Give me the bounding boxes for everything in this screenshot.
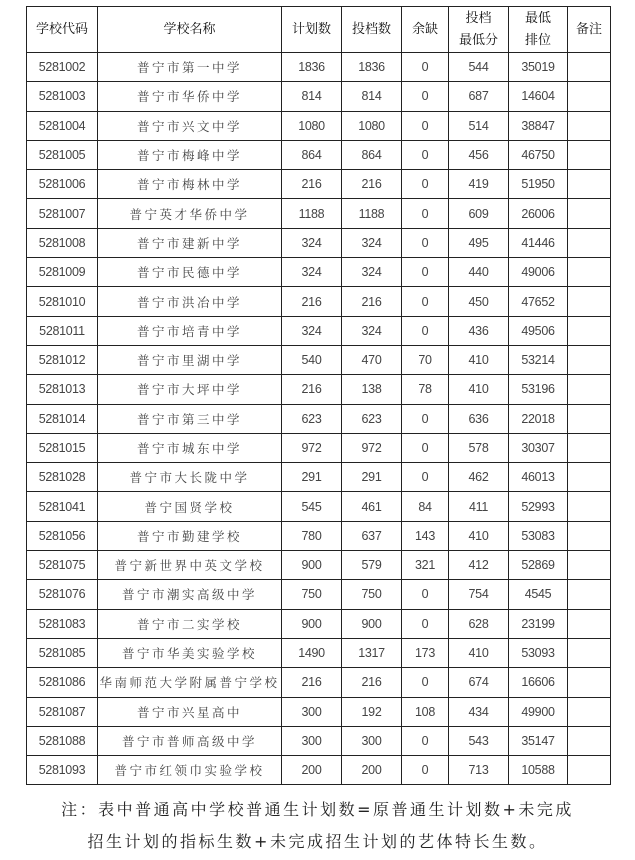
cell-school-name: 普宁市建新中学	[98, 228, 282, 257]
cell-plan-count: 324	[282, 258, 342, 287]
cell-gap: 0	[402, 668, 449, 697]
cell-admitted-count: 470	[342, 345, 402, 374]
cell-remark	[568, 638, 611, 667]
cell-gap: 0	[402, 433, 449, 462]
cell-admitted-count: 1188	[342, 199, 402, 228]
cell-school-code: 5281005	[27, 140, 98, 169]
cell-plan-count: 1490	[282, 638, 342, 667]
cell-plan-count: 216	[282, 170, 342, 199]
cell-admitted-count: 216	[342, 287, 402, 316]
cell-admitted-count: 324	[342, 228, 402, 257]
cell-min-rank: 22018	[509, 404, 568, 433]
cell-remark	[568, 199, 611, 228]
cell-school-code: 5281075	[27, 551, 98, 580]
cell-min-rank: 26006	[509, 199, 568, 228]
cell-plan-count: 300	[282, 726, 342, 755]
cell-gap: 0	[402, 258, 449, 287]
cell-plan-count: 1188	[282, 199, 342, 228]
cell-school-name: 普宁市普师高级中学	[98, 726, 282, 755]
cell-remark	[568, 140, 611, 169]
cell-plan-count: 545	[282, 492, 342, 521]
cell-gap: 0	[402, 756, 449, 785]
cell-plan-count: 780	[282, 521, 342, 550]
cell-plan-count: 216	[282, 287, 342, 316]
cell-school-name: 普宁市培青中学	[98, 316, 282, 345]
cell-school-code: 5281011	[27, 316, 98, 345]
cell-min-rank: 30307	[509, 433, 568, 462]
cell-school-name: 普宁市民德中学	[98, 258, 282, 287]
table-row	[27, 697, 611, 726]
table-row	[27, 287, 611, 316]
admission-table	[26, 6, 611, 785]
cell-plan-count: 200	[282, 756, 342, 785]
cell-admitted-count: 300	[342, 726, 402, 755]
cell-school-code: 5281014	[27, 404, 98, 433]
cell-school-name: 普宁市红领巾实验学校	[98, 756, 282, 785]
cell-min-rank: 51950	[509, 170, 568, 199]
cell-gap: 108	[402, 697, 449, 726]
cell-min-score: 636	[449, 404, 509, 433]
cell-min-rank: 16606	[509, 668, 568, 697]
cell-school-code: 5281003	[27, 82, 98, 111]
cell-min-score: 713	[449, 756, 509, 785]
table-row	[27, 345, 611, 374]
cell-school-name: 普宁市洪冶中学	[98, 287, 282, 316]
cell-min-score: 462	[449, 463, 509, 492]
cell-min-rank: 41446	[509, 228, 568, 257]
cell-min-rank: 4545	[509, 580, 568, 609]
cell-min-score: 411	[449, 492, 509, 521]
cell-min-rank: 23199	[509, 609, 568, 638]
cell-min-score: 674	[449, 668, 509, 697]
cell-min-score: 543	[449, 726, 509, 755]
cell-school-code: 5281009	[27, 258, 98, 287]
cell-plan-count: 900	[282, 609, 342, 638]
cell-gap: 0	[402, 140, 449, 169]
cell-gap: 0	[402, 580, 449, 609]
cell-admitted-count: 461	[342, 492, 402, 521]
cell-remark	[568, 521, 611, 550]
cell-remark	[568, 53, 611, 82]
cell-admitted-count: 1836	[342, 53, 402, 82]
cell-min-rank: 35019	[509, 53, 568, 82]
table-row	[27, 433, 611, 462]
cell-min-rank: 53083	[509, 521, 568, 550]
cell-admitted-count: 900	[342, 609, 402, 638]
cell-remark	[568, 111, 611, 140]
cell-plan-count: 216	[282, 375, 342, 404]
cell-gap: 0	[402, 228, 449, 257]
cell-admitted-count: 216	[342, 170, 402, 199]
cell-school-code: 5281012	[27, 345, 98, 374]
cell-remark	[568, 492, 611, 521]
cell-min-score: 514	[449, 111, 509, 140]
cell-min-score: 456	[449, 140, 509, 169]
header-school-code: 学校代码	[27, 7, 98, 53]
footnote-line-1: 注：表中普通高中学校普通生计划数=原普通生计划数+未完成	[61, 800, 574, 819]
cell-min-rank: 35147	[509, 726, 568, 755]
cell-admitted-count: 138	[342, 375, 402, 404]
cell-school-name: 普宁市梅林中学	[98, 170, 282, 199]
cell-min-score: 410	[449, 375, 509, 404]
table-row	[27, 726, 611, 755]
table-row	[27, 521, 611, 550]
cell-school-code: 5281086	[27, 668, 98, 697]
cell-gap: 84	[402, 492, 449, 521]
table-row	[27, 609, 611, 638]
cell-school-code: 5281083	[27, 609, 98, 638]
cell-plan-count: 864	[282, 140, 342, 169]
cell-school-code: 5281007	[27, 199, 98, 228]
table-row	[27, 140, 611, 169]
cell-min-score: 628	[449, 609, 509, 638]
cell-school-code: 5281085	[27, 638, 98, 667]
cell-school-name: 普宁英才华侨中学	[98, 199, 282, 228]
cell-min-rank: 53214	[509, 345, 568, 374]
cell-admitted-count: 814	[342, 82, 402, 111]
cell-plan-count: 291	[282, 463, 342, 492]
cell-admitted-count: 200	[342, 756, 402, 785]
cell-school-code: 5281088	[27, 726, 98, 755]
header-gap: 余缺	[402, 7, 449, 53]
cell-school-code: 5281015	[27, 433, 98, 462]
cell-admitted-count: 579	[342, 551, 402, 580]
cell-admitted-count: 1317	[342, 638, 402, 667]
cell-min-score: 410	[449, 345, 509, 374]
table-row	[27, 668, 611, 697]
cell-min-rank: 47652	[509, 287, 568, 316]
cell-school-name: 普宁市兴星高中	[98, 697, 282, 726]
cell-gap: 70	[402, 345, 449, 374]
cell-school-name: 华南师范大学附属普宁学校	[98, 668, 282, 697]
cell-remark	[568, 345, 611, 374]
cell-admitted-count: 324	[342, 258, 402, 287]
cell-plan-count: 814	[282, 82, 342, 111]
cell-admitted-count: 291	[342, 463, 402, 492]
cell-school-name: 普宁市城东中学	[98, 433, 282, 462]
table-body	[27, 53, 611, 785]
cell-min-score: 412	[449, 551, 509, 580]
cell-min-score: 440	[449, 258, 509, 287]
cell-min-rank: 49506	[509, 316, 568, 345]
cell-remark	[568, 668, 611, 697]
cell-min-rank: 53196	[509, 375, 568, 404]
table-row	[27, 199, 611, 228]
cell-gap: 173	[402, 638, 449, 667]
cell-gap: 0	[402, 53, 449, 82]
cell-school-name: 普宁市第一中学	[98, 53, 282, 82]
cell-min-score: 687	[449, 82, 509, 111]
cell-school-name: 普宁市二实学校	[98, 609, 282, 638]
table-row	[27, 111, 611, 140]
cell-remark	[568, 609, 611, 638]
table-row	[27, 404, 611, 433]
cell-remark	[568, 463, 611, 492]
cell-school-code: 5281008	[27, 228, 98, 257]
cell-school-name: 普宁市大坪中学	[98, 375, 282, 404]
cell-min-score: 450	[449, 287, 509, 316]
cell-gap: 321	[402, 551, 449, 580]
cell-admitted-count: 324	[342, 316, 402, 345]
cell-gap: 0	[402, 404, 449, 433]
cell-remark	[568, 433, 611, 462]
cell-plan-count: 216	[282, 668, 342, 697]
table-row	[27, 551, 611, 580]
cell-school-name: 普宁国贤学校	[98, 492, 282, 521]
cell-school-name: 普宁市潮实高级中学	[98, 580, 282, 609]
cell-min-score: 410	[449, 638, 509, 667]
cell-gap: 0	[402, 170, 449, 199]
header-admitted-count: 投档数	[342, 7, 402, 53]
cell-admitted-count: 750	[342, 580, 402, 609]
cell-min-rank: 52869	[509, 551, 568, 580]
cell-gap: 78	[402, 375, 449, 404]
cell-plan-count: 300	[282, 697, 342, 726]
table-row	[27, 756, 611, 785]
table-row	[27, 638, 611, 667]
cell-school-code: 5281013	[27, 375, 98, 404]
cell-admitted-count: 637	[342, 521, 402, 550]
cell-school-name: 普宁市华美实验学校	[98, 638, 282, 667]
header-min-rank-line2: 排位	[524, 32, 551, 48]
cell-min-rank: 52993	[509, 492, 568, 521]
header-min-rank-line1: 最低	[524, 10, 551, 26]
header-min-score-line2: 最低分	[458, 32, 498, 48]
cell-school-code: 5281004	[27, 111, 98, 140]
cell-min-score: 419	[449, 170, 509, 199]
table-row	[27, 580, 611, 609]
cell-school-code: 5281002	[27, 53, 98, 82]
cell-remark	[568, 551, 611, 580]
table-row	[27, 316, 611, 345]
cell-min-score: 609	[449, 199, 509, 228]
cell-min-rank: 46750	[509, 140, 568, 169]
cell-school-name: 普宁市第三中学	[98, 404, 282, 433]
header-min-score	[449, 7, 509, 53]
cell-remark	[568, 375, 611, 404]
cell-school-name: 普宁市里湖中学	[98, 345, 282, 374]
cell-plan-count: 324	[282, 228, 342, 257]
cell-gap: 0	[402, 463, 449, 492]
cell-gap: 0	[402, 316, 449, 345]
cell-school-code: 5281006	[27, 170, 98, 199]
cell-min-score: 544	[449, 53, 509, 82]
cell-school-name: 普宁市梅峰中学	[98, 140, 282, 169]
cell-remark	[568, 258, 611, 287]
cell-min-rank: 49006	[509, 258, 568, 287]
cell-gap: 0	[402, 726, 449, 755]
cell-school-code: 5281010	[27, 287, 98, 316]
cell-plan-count: 1836	[282, 53, 342, 82]
cell-gap: 0	[402, 287, 449, 316]
cell-plan-count: 972	[282, 433, 342, 462]
cell-school-code: 5281093	[27, 756, 98, 785]
cell-admitted-count: 216	[342, 668, 402, 697]
cell-school-code: 5281056	[27, 521, 98, 550]
cell-min-score: 578	[449, 433, 509, 462]
cell-gap: 0	[402, 111, 449, 140]
cell-school-code: 5281028	[27, 463, 98, 492]
header-remark: 备注	[568, 7, 611, 53]
cell-gap: 0	[402, 609, 449, 638]
table-row	[27, 53, 611, 82]
cell-plan-count: 623	[282, 404, 342, 433]
cell-school-code: 5281076	[27, 580, 98, 609]
cell-min-score: 434	[449, 697, 509, 726]
cell-admitted-count: 864	[342, 140, 402, 169]
cell-remark	[568, 404, 611, 433]
footnote-line-2: 招生计划的指标生数+未完成招生计划的艺体特长生数。	[87, 832, 548, 851]
cell-admitted-count: 192	[342, 697, 402, 726]
cell-min-rank: 38847	[509, 111, 568, 140]
cell-plan-count: 900	[282, 551, 342, 580]
cell-min-rank: 53093	[509, 638, 568, 667]
header-min-score-line1: 投档	[465, 10, 492, 26]
cell-school-code: 5281087	[27, 697, 98, 726]
table-row	[27, 492, 611, 521]
cell-min-score: 410	[449, 521, 509, 550]
table-row	[27, 228, 611, 257]
cell-plan-count: 1080	[282, 111, 342, 140]
cell-plan-count: 324	[282, 316, 342, 345]
cell-admitted-count: 972	[342, 433, 402, 462]
header-school-name: 学校名称	[98, 7, 282, 53]
cell-min-score: 754	[449, 580, 509, 609]
header-min-rank	[509, 7, 568, 53]
table-row	[27, 170, 611, 199]
table-row	[27, 463, 611, 492]
cell-remark	[568, 287, 611, 316]
cell-plan-count: 750	[282, 580, 342, 609]
cell-gap: 0	[402, 199, 449, 228]
cell-min-rank: 10588	[509, 756, 568, 785]
cell-remark	[568, 756, 611, 785]
cell-remark	[568, 228, 611, 257]
cell-gap: 0	[402, 82, 449, 111]
cell-school-name: 普宁市勤建学校	[98, 521, 282, 550]
table-row	[27, 82, 611, 111]
cell-min-score: 436	[449, 316, 509, 345]
header-plan-count: 计划数	[282, 7, 342, 53]
cell-min-rank: 14604	[509, 82, 568, 111]
table-row	[27, 375, 611, 404]
table-row	[27, 258, 611, 287]
table-header-row	[27, 7, 611, 53]
cell-plan-count: 540	[282, 345, 342, 374]
cell-min-rank: 49900	[509, 697, 568, 726]
cell-gap: 143	[402, 521, 449, 550]
cell-school-name: 普宁市兴文中学	[98, 111, 282, 140]
cell-min-rank: 46013	[509, 463, 568, 492]
cell-school-name: 普宁新世界中英文学校	[98, 551, 282, 580]
cell-admitted-count: 623	[342, 404, 402, 433]
cell-remark	[568, 316, 611, 345]
cell-admitted-count: 1080	[342, 111, 402, 140]
cell-remark	[568, 580, 611, 609]
cell-remark	[568, 82, 611, 111]
cell-school-name: 普宁市大长陇中学	[98, 463, 282, 492]
cell-remark	[568, 726, 611, 755]
cell-remark	[568, 170, 611, 199]
cell-school-name: 普宁市华侨中学	[98, 82, 282, 111]
cell-remark	[568, 697, 611, 726]
cell-min-score: 495	[449, 228, 509, 257]
cell-school-code: 5281041	[27, 492, 98, 521]
